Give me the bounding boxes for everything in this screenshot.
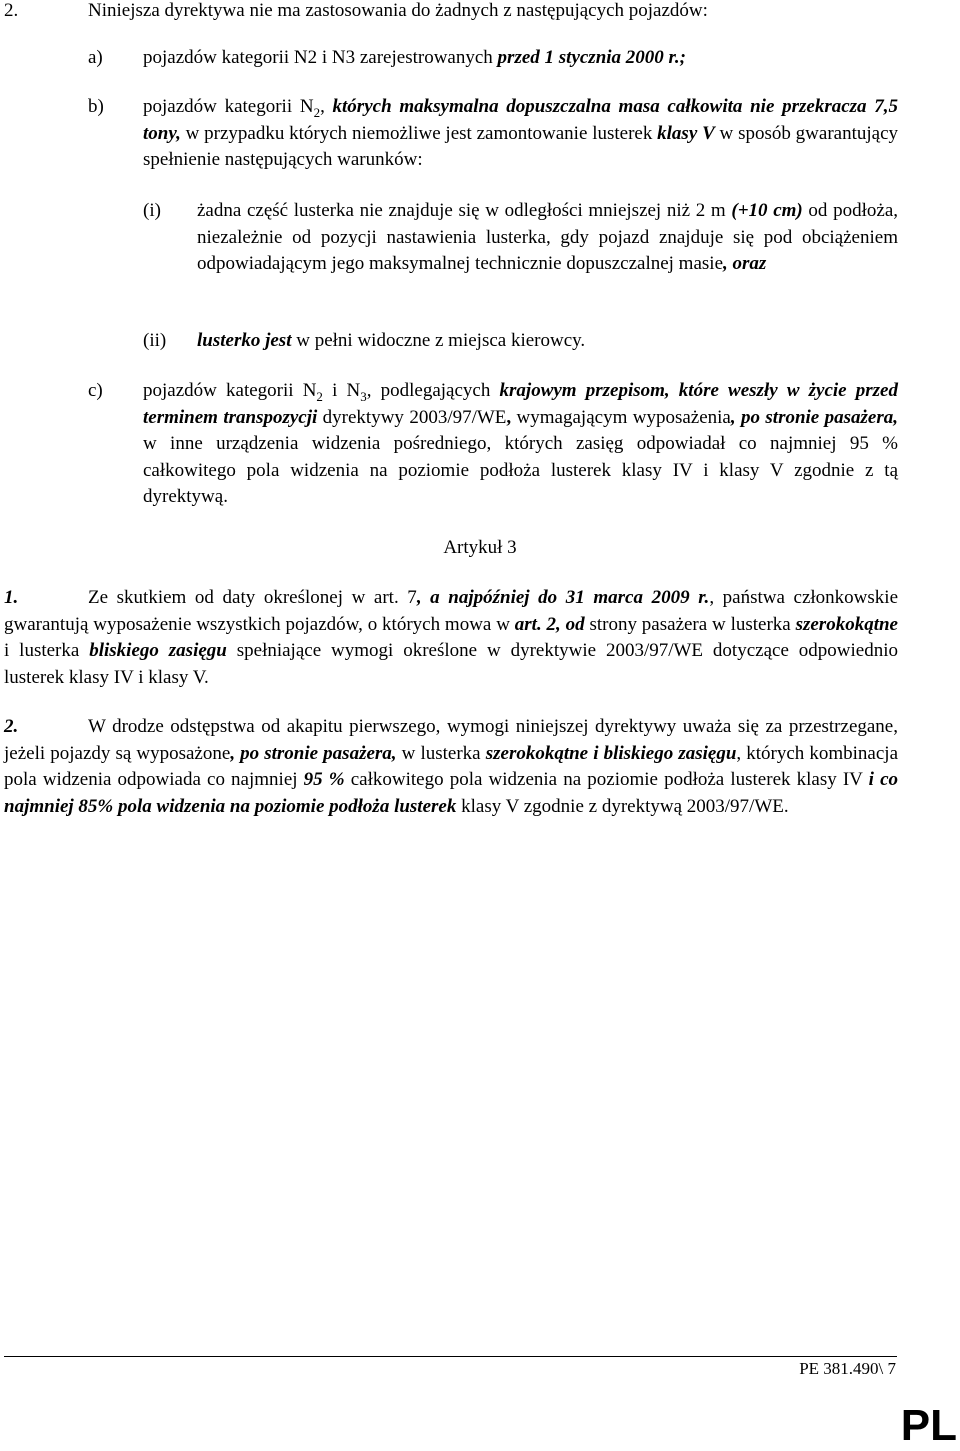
document-reference: PE 381.490\ 7 [799, 1359, 896, 1378]
paragraph-part: , których kombinacja pola widzenia odpowiada co najmniej [4, 742, 899, 790]
paragraph-number: 2. [4, 716, 19, 737]
item-a-part: pojazdów kategorii N2 i N3 zarejestrowanych [143, 47, 498, 68]
item-c-emphasis: , [506, 406, 512, 428]
item-b-part: pojazdów kategorii N [143, 96, 314, 117]
item-text-b [143, 94, 898, 174]
paragraph-emphasis: , po stronie pasażera, [230, 742, 397, 764]
sub-item-text-ii [197, 328, 898, 355]
paragraph-part: W drodze odstępstwa od akapitu pierwszego, wymogi niniejszej dyrektywy uważa się za przestrzegane, jeżeli pojazdy są wyposażone [4, 716, 898, 764]
subscript: 2 [313, 104, 321, 120]
sub-item-i-emphasis: (+10 cm) [731, 200, 803, 221]
paragraph-part: w lusterka [396, 742, 486, 764]
subscript: 3 [360, 388, 367, 404]
item-c-part: i N [322, 380, 361, 401]
paragraph-part: spełniające wymogi określone w dyrektywie 2003/97/WE dotyczące odpowiednio lusterek klasy IV i klasy V. [4, 640, 898, 688]
item-label-c: c) [88, 380, 103, 401]
item-text-a [143, 45, 898, 72]
paragraph-text: Niniejsza dyrektywa nie ma zastosowania do żadnych z następujących pojazdów: [88, 0, 708, 21]
item-label-a: a) [88, 47, 103, 68]
subscript: 2 [316, 388, 323, 404]
sub-item-text-i [197, 198, 898, 278]
paragraph-emphasis: szerokokątne i bliskiego zasięgu [485, 742, 737, 764]
sub-item-label-i: (i) [143, 200, 161, 221]
paragraph-part: Ze skutkiem od daty określonej w art. 7 [88, 587, 417, 608]
paragraph-emphasis: 95 % [303, 769, 345, 790]
paragraph-part: i lusterka [4, 640, 90, 661]
item-label-b: b) [88, 96, 104, 117]
item-b-emphasis: klasy V [657, 122, 715, 144]
paragraph-emphasis: i co najmniej 85% pola widzenia na poziomie podłoża lusterek [4, 769, 899, 817]
paragraph-part: , państwa członkowskie gwarantują wyposażenie wszystkich pojazdów, o których mowa w [4, 587, 899, 635]
paragraph-emphasis: szerokokątne [795, 613, 898, 635]
paragraph-part: całkowitego pola widzenia na poziomie podłoża lusterek klasy IV [344, 769, 869, 790]
sub-item-i-part: od podłoża, niezależnie od pozycji nastawienia lusterka, gdy pojazd znajduje się pod obciążeniem odpowiadającym jego maksymalnej technicznie dopuszczalnej masie [197, 200, 898, 274]
article-paragraph-2 [4, 714, 898, 820]
item-b-part: w przypadku których niemożliwe jest zamontowanie lusterek [180, 122, 658, 144]
sub-item-i-part: żadna część lusterka nie znajduje się w odległości mniejszej niż 2 m [197, 200, 732, 221]
language-code: PL [900, 1401, 957, 1450]
sub-item-label-ii: (ii) [143, 330, 167, 351]
sub-item-ii-emphasis: lusterko jest [197, 330, 292, 351]
item-a-emphasis: przed 1 stycznia 2000 r.; [497, 47, 686, 68]
paragraph-number: 1. [4, 587, 19, 608]
item-c-part: wymagającym wyposażenia [511, 406, 731, 428]
item-b-part: w sposób gwarantujący spełnienie następujących warunków: [143, 122, 898, 170]
article-title: Artykuł 3 [443, 537, 517, 558]
paragraph-number: 2. [4, 0, 19, 21]
item-c-part: pojazdów kategorii N [143, 380, 317, 401]
paragraph-emphasis: , a najpóźniej do 31 marca 2009 r. [416, 587, 710, 608]
item-c-part: dyrektywy 2003/97/WE [317, 406, 507, 428]
item-c-emphasis: , po stronie pasażera, [730, 406, 898, 428]
item-b-part: , [320, 96, 333, 117]
paragraph-emphasis: bliskiego zasięgu [89, 640, 227, 661]
article-paragraph-1 [4, 585, 898, 691]
item-c-part: , podlegających [366, 380, 500, 401]
paragraph-part: klasy V zgodnie z dyrektywą 2003/97/WE. [456, 795, 789, 817]
sub-item-ii-part: w pełni widoczne z miejsca kierowcy. [291, 330, 586, 351]
item-b-emphasis: których maksymalna dopuszczalna masa całkowita nie przekracza 7,5 tony, [143, 96, 899, 144]
footer-divider [4, 1356, 897, 1357]
paragraph-part: strony pasażera w lusterka [584, 613, 796, 635]
paragraph-emphasis: art. 2, od [514, 613, 585, 635]
item-text-c [143, 378, 898, 511]
item-c-emphasis: krajowym przepisom, które weszły w życie przed terminem transpozycji [143, 380, 898, 428]
sub-item-i-emphasis: , oraz [723, 253, 767, 274]
item-c-part: w inne urządzenia widzenia pośredniego, których zasięg odpowiadał co najmniej 95 % całkowitego pola widzenia na poziomie podłoża lusterek klasy IV i klasy V zgodnie z tą dyrektywą. [143, 433, 898, 507]
